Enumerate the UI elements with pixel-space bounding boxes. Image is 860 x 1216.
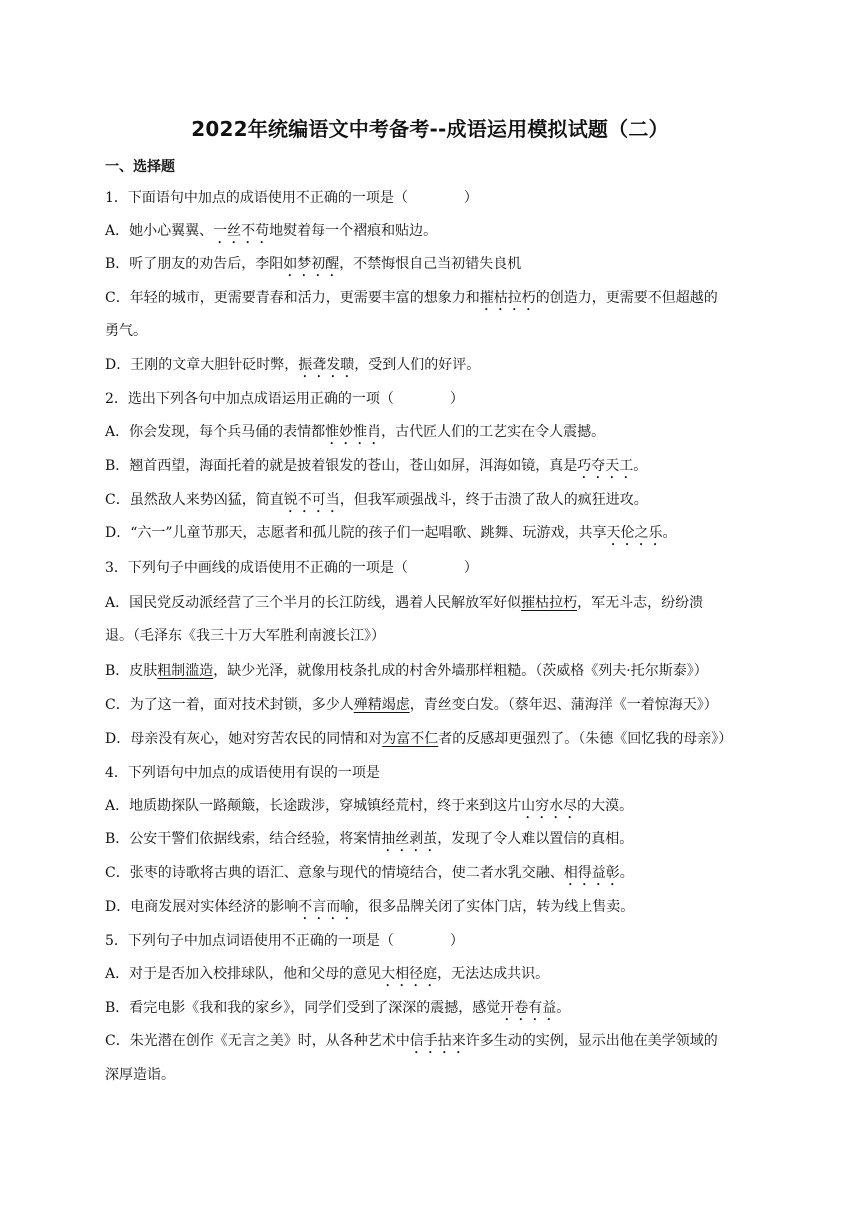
question-2-stem: 2．选出下列各句中加点成语运用正确的一项（ ） xyxy=(105,391,464,407)
question-5-option-c-cont: 深厚造诣。 xyxy=(105,1067,175,1083)
dotted-idiom: 巧夺天工 xyxy=(577,458,634,474)
question-5-option-b: B．看完电影《我和我的家乡》，同学们受到了深深的震撼，感觉开卷有益。 xyxy=(105,1000,571,1016)
dotted-idiom: 相得益彰 xyxy=(563,865,620,881)
dotted-idiom: 一丝不苟 xyxy=(213,223,270,239)
dotted-idiom: 惟妙惟肖 xyxy=(325,424,382,440)
question-3-option-d: D．母亲没有灰心，她对穷苦农民的同情和对为富不仁者的反感却更强烈了。（朱德《回忆我的母亲》） xyxy=(105,731,733,747)
question-3-option-b: B．皮肤粗制滥造，缺少光泽，就像用枝条扎成的村舍外墙那样粗糙。（茨威格《列夫·托尔斯泰》） xyxy=(105,663,708,679)
question-4-option-d: D．电商发展对实体经济的影响不言而喻，很多品牌关闭了实体门店，转为线上售卖。 xyxy=(105,899,635,915)
dotted-idiom: 振聋发聩 xyxy=(298,357,355,373)
dotted-idiom: 抽丝剥茧 xyxy=(381,831,438,847)
question-3-stem: 3．下列句子中画线的成语使用不正确的一项是（ ） xyxy=(105,560,478,576)
question-2-option-d: D．“六一”儿童节那天，志愿者和孤儿院的孩子们一起唱歌、跳舞、玩游戏，共享天伦之乐。 xyxy=(105,525,677,541)
question-3-option-a: A．国民党反动派经营了三个半月的长江防线，遇着人民解放军好似摧枯拉朽，军无斗志，纷纷溃 xyxy=(105,595,704,611)
question-3-option-a-cont: 退。（毛泽东《我三十万大军胜利南渡长江》） xyxy=(105,628,385,644)
question-4-option-c: C．张枣的诗歌将古典的语汇、意象与现代的情境结合，使二者水乳交融、相得益彰。 xyxy=(105,865,634,881)
question-1-option-c: C．年轻的城市，更需要青春和活力，更需要丰富的想象力和摧枯拉朽的创造力，更需要不但超越的 xyxy=(105,290,718,306)
underlined-idiom: 为富不仁 xyxy=(382,731,439,747)
dotted-idiom: 信手拈来 xyxy=(409,1033,466,1049)
question-1-option-a: A．她小心翼翼、一丝不苟地熨着每一个褶痕和贴边。 xyxy=(105,223,438,239)
question-2-option-b: B．翘首西望，海面托着的就是披着银发的苍山，苍山如屏，洱海如镜，真是巧夺天工。 xyxy=(105,458,648,474)
underlined-idiom: 粗制滥造 xyxy=(157,663,214,679)
question-4-stem: 4．下列语句中加点的成语使用有误的一项是 xyxy=(105,765,380,781)
question-3-option-c: C．为了这一着，面对技术封锁，多少人殚精竭虑，青丝变白发。（蔡年迟、蒲海洋《一着惊海天》） xyxy=(105,697,718,713)
dotted-idiom: 锐不可当 xyxy=(283,492,340,508)
question-5-stem: 5．下列句子中加点词语使用不正确的一项是（ ） xyxy=(105,933,464,949)
question-1-stem: 1．下面语句中加点的成语使用不正确的一项是（ ） xyxy=(105,190,478,206)
dotted-idiom: 山穷水尽 xyxy=(521,798,578,814)
dotted-idiom: 如梦初醒 xyxy=(283,256,340,272)
question-5-option-c: C．朱光潜在创作《无言之美》时，从各种艺术中信手拈来许多生动的实例，显示出他在美学领域的 xyxy=(105,1033,718,1049)
dotted-idiom: 不言而喻 xyxy=(298,899,355,915)
dotted-idiom: 大相径庭 xyxy=(381,966,438,982)
question-1-option-d: D．王刚的文章大胆针砭时弊，振聋发聩，受到人们的好评。 xyxy=(105,357,481,373)
question-2-option-c: C．虽然敌人来势凶猛，简直锐不可当，但我军顽强战斗，终于击溃了敌人的疯狂进攻。 xyxy=(105,492,648,508)
question-1-option-c-cont: 勇气。 xyxy=(105,323,147,339)
dotted-idiom: 摧枯拉朽 xyxy=(479,290,536,306)
question-4-option-b: B．公安干警们依据线索，结合经验，将案情抽丝剥茧，发现了令人难以置信的真相。 xyxy=(105,831,634,847)
dotted-idiom: 开卷有益 xyxy=(500,1000,557,1016)
question-1-option-b: B．听了朋友的劝告后，李阳如梦初醒，不禁悔恨自己当初错失良机 xyxy=(105,256,522,272)
document-title: 2022年统编语文中考备考--成语运用模拟试题（二） xyxy=(191,117,669,141)
underlined-idiom: 殚精竭虑 xyxy=(353,697,410,713)
section-heading: 一、选择题 xyxy=(105,159,175,175)
dotted-idiom: 天伦之乐 xyxy=(606,525,663,541)
underlined-idiom: 摧枯拉朽 xyxy=(521,595,578,611)
question-2-option-a: A．你会发现，每个兵马俑的表情都惟妙惟肖，古代匠人们的工艺实在令人震撼。 xyxy=(105,424,606,440)
question-4-option-a: A．地质勘探队一路颠簸，长途跋涉，穿城镇经荒村，终于来到这片山穷水尽的大漠。 xyxy=(105,798,634,814)
question-5-option-a: A．对于是否加入校排球队，他和父母的意见大相径庭，无法达成共识。 xyxy=(105,966,550,982)
